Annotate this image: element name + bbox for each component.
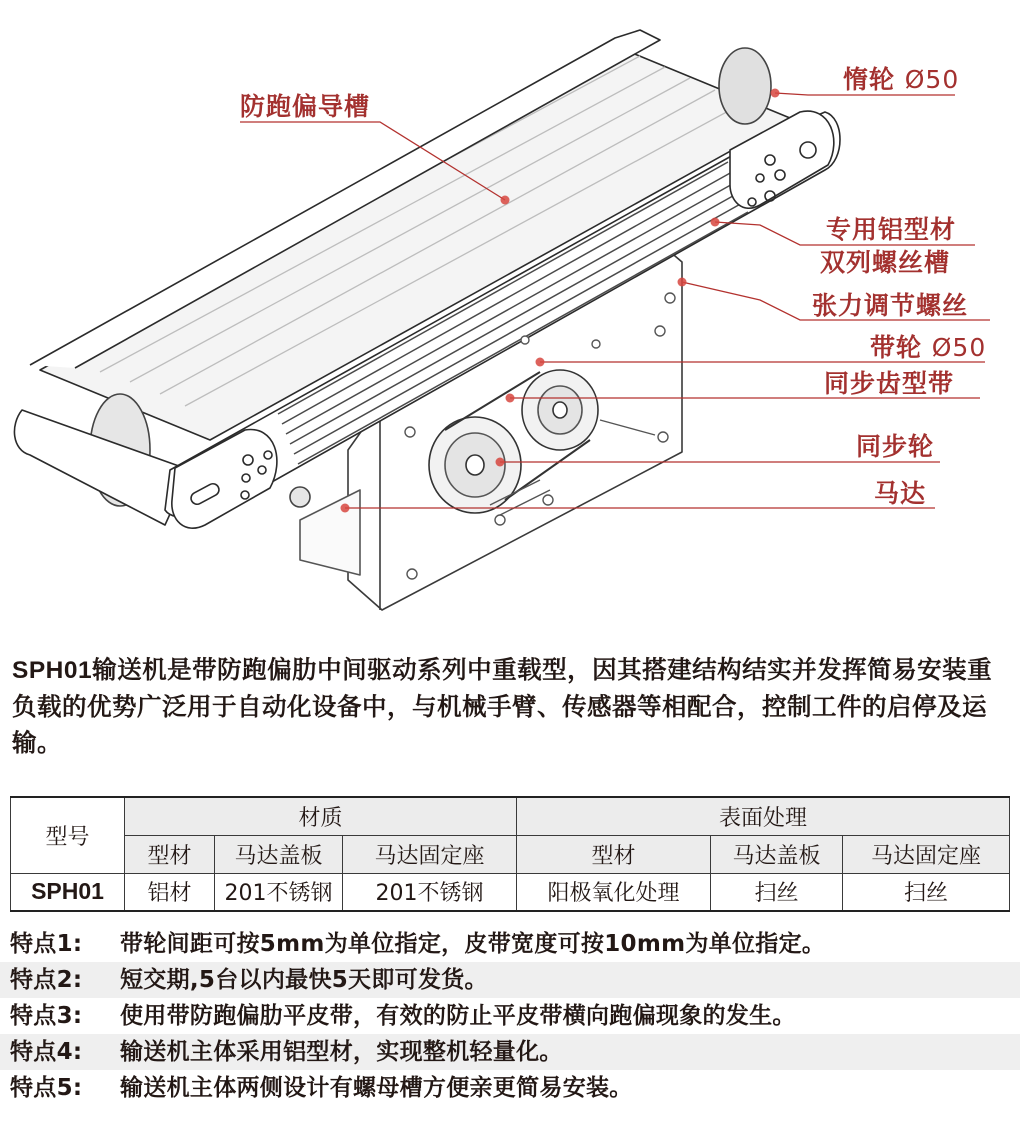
subheader-motor-cover: 马达盖板: [215, 835, 343, 873]
callout-text: 防跑偏导槽: [240, 92, 371, 121]
callout-motor: [874, 479, 926, 509]
callout-text: 双列螺丝槽: [820, 248, 951, 277]
callout-text: 带轮: [870, 333, 923, 362]
feature-label: 特点2:: [10, 967, 83, 993]
table-cell: 铝材: [125, 873, 215, 911]
callout-belt-pulley: [870, 333, 986, 363]
callout-text: 马达: [874, 479, 927, 508]
table-cell: 201不锈钢: [215, 873, 343, 911]
callout-double-screw-slot: [820, 248, 950, 278]
subheader-motor-mount: 马达固定座: [843, 835, 1010, 873]
subheader-motor-mount: 马达固定座: [343, 835, 517, 873]
callout-text: 同步齿型带: [824, 369, 955, 398]
callout-dim: Ø50: [904, 65, 960, 94]
subheader-profile: 型材: [125, 835, 215, 873]
callout-aluminum-profile: [826, 215, 956, 245]
feature-label: 特点1:: [10, 931, 83, 957]
intro-text: 输送机是带防跑偏肋中间驱动系列中重载型，因其搭建结构结实并发挥简易安装重负载的优势广泛用于自动化设备中，与机械手臂、传感器等相配合，控制工件的启停及运输。: [12, 655, 993, 757]
header-model: 型号: [11, 797, 125, 873]
table-cell: 扫丝: [843, 873, 1010, 911]
feature-label: 特点3:: [10, 1003, 83, 1029]
callout-dim: Ø50: [931, 333, 987, 362]
callout-anti-deviation-groove: [240, 92, 370, 122]
spec-table: [10, 796, 1010, 912]
callout-tension-screw: [812, 291, 968, 321]
feature-text: 带轮间距可按5mm为单位指定，皮带宽度可按10mm为单位指定。: [120, 931, 826, 957]
feature-item: [0, 962, 1020, 998]
feature-item: [0, 1034, 1020, 1070]
feature-label: 特点4:: [10, 1039, 83, 1065]
header-surface-treatment: 表面处理: [517, 797, 1010, 835]
table-subheader-row: [11, 835, 1010, 873]
subheader-profile: 型材: [517, 835, 711, 873]
callout-timing-pulley: [856, 432, 934, 462]
callout-text: 惰轮: [843, 65, 896, 94]
intro-model: SPH01: [12, 657, 93, 684]
feature-text: 短交期,5台以内最快5天即可发货。: [120, 967, 488, 993]
cell-model: SPH01: [11, 873, 125, 911]
product-description: [12, 652, 1008, 761]
feature-label: 特点5:: [10, 1075, 83, 1101]
callout-idler-pulley: [843, 65, 959, 95]
feature-text: 输送机主体两侧设计有螺母槽方便亲更简易安装。: [120, 1075, 633, 1101]
feature-item: [0, 926, 1020, 962]
table-cell: 201不锈钢: [343, 873, 517, 911]
callout-text: 张力调节螺丝: [812, 291, 969, 320]
table-cell: 扫丝: [711, 873, 843, 911]
feature-text: 输送机主体采用铝型材，实现整机轻量化。: [120, 1039, 563, 1065]
feature-item: [0, 1070, 1020, 1106]
callout-timing-belt: [824, 369, 954, 399]
callout-text: 专用铝型材: [826, 215, 957, 244]
callout-text: 同步轮: [856, 432, 935, 461]
feature-list: [0, 926, 1020, 1106]
feature-text: 使用带防跑偏肋平皮带，有效的防止平皮带横向跑偏现象的发生。: [120, 1003, 796, 1029]
table-row: [11, 873, 1010, 911]
table-header-row: [11, 797, 1010, 835]
subheader-motor-cover: 马达盖板: [711, 835, 843, 873]
feature-item: [0, 998, 1020, 1034]
header-material: 材质: [125, 797, 517, 835]
table-cell: 阳极氧化处理: [517, 873, 711, 911]
